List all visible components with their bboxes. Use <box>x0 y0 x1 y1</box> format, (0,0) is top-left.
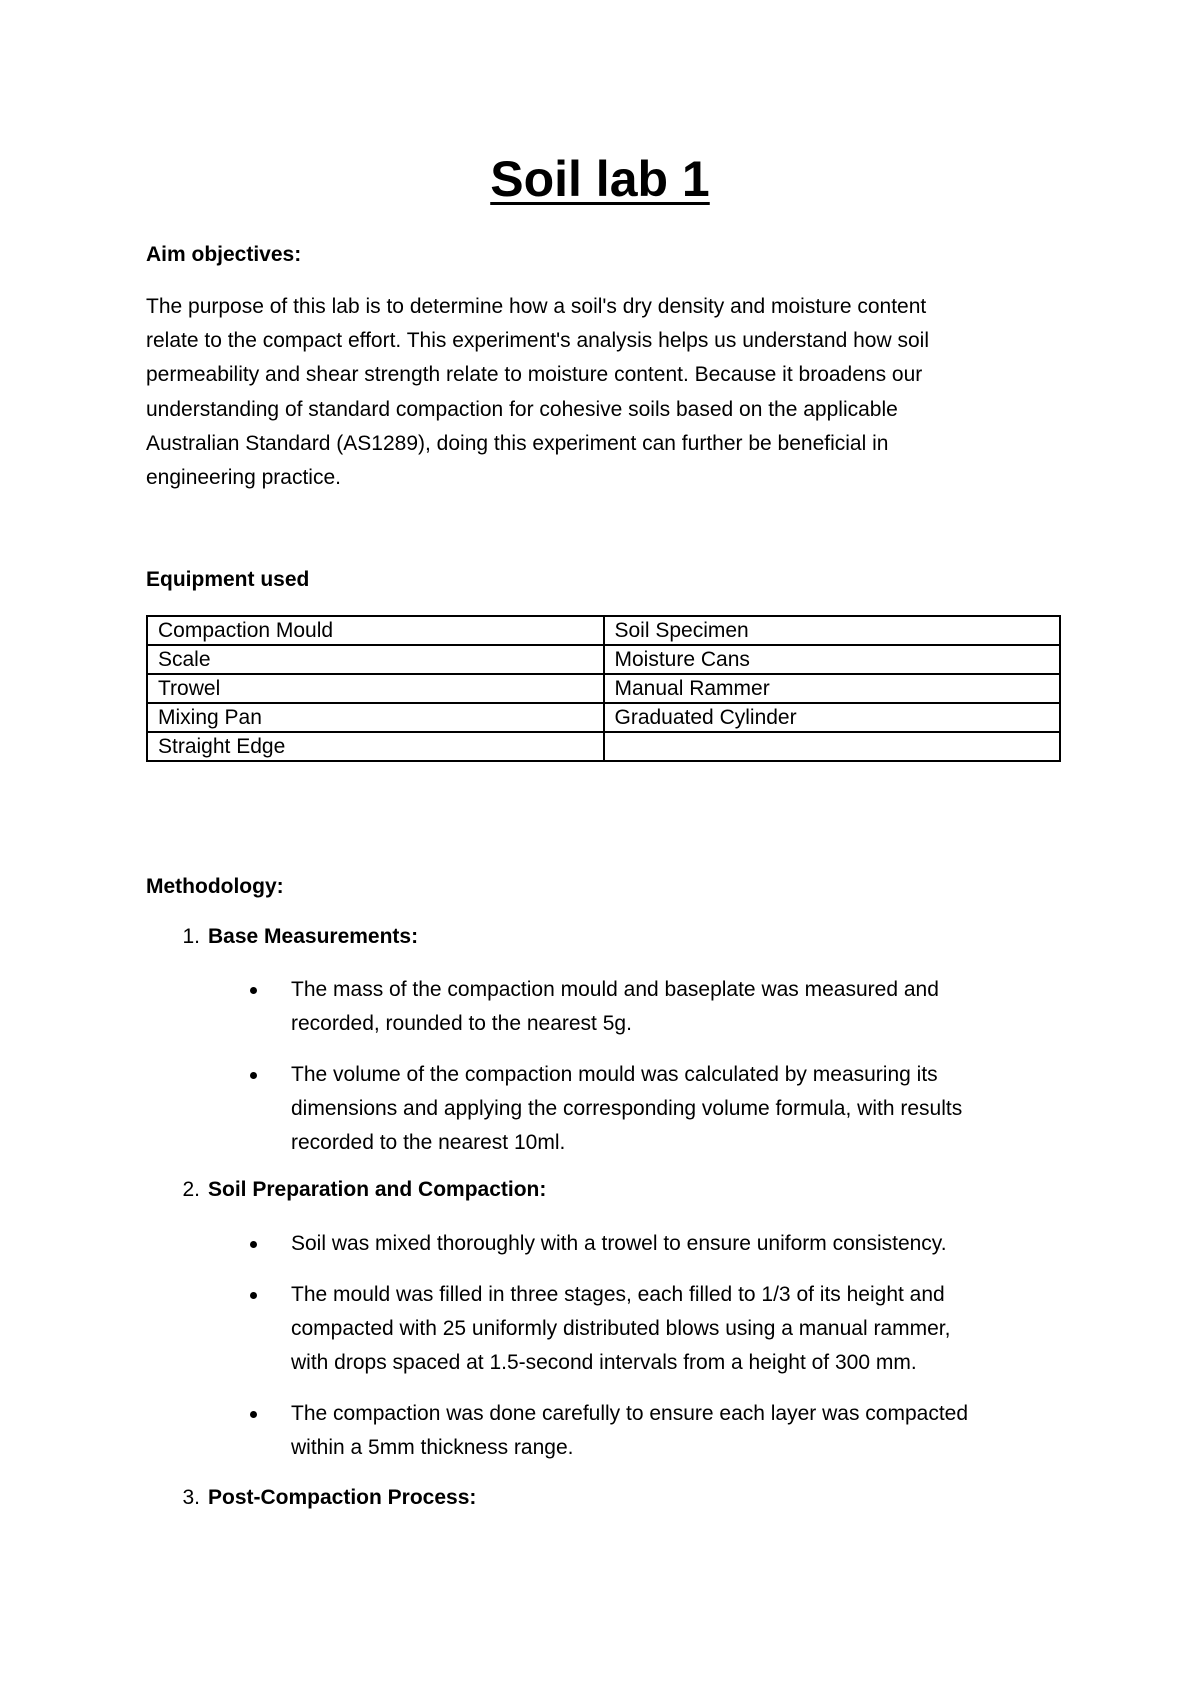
equipment-cell: Straight Edge <box>147 732 604 761</box>
equipment-cell: Compaction Mould <box>147 616 604 645</box>
equipment-cell: Trowel <box>147 674 604 703</box>
aim-line: relate to the compact effort. This experiment's analysis helps us understand how soil <box>146 329 929 353</box>
aim-line: engineering practice. <box>146 466 341 490</box>
step-label: Soil Preparation and Compaction: <box>208 1178 547 1201</box>
aim-line: understanding of standard compaction for cohesive soils based on the applicable <box>146 397 898 421</box>
bullet-line: The mould was filled in three stages, each filled to 1/3 of its height and <box>291 1283 945 1306</box>
bullet-line: Soil was mixed thoroughly with a trowel to ensure uniform consistency. <box>291 1232 947 1255</box>
bullet-line: The compaction was done carefully to ensure each layer was compacted <box>291 1402 969 1425</box>
table-row <box>147 645 1060 674</box>
bullet-line: dimensions and applying the corresponding volume formula, with results <box>291 1097 963 1120</box>
step-number: 2. <box>182 1178 200 1201</box>
table-row <box>147 616 1060 645</box>
equipment-cell: Moisture Cans <box>604 645 1061 674</box>
bullet-line: compacted with 25 uniformly distributed blows using a manual rammer, <box>291 1317 951 1340</box>
bullet-icon <box>250 987 257 994</box>
methodology-heading: Methodology: <box>146 875 284 898</box>
table-row <box>147 732 1060 761</box>
bullet-line: recorded, rounded to the nearest 5g. <box>291 1012 632 1035</box>
bullet-line: within a 5mm thickness range. <box>291 1436 574 1459</box>
aim-paragraph <box>146 290 1056 495</box>
step-number: 3. <box>182 1486 200 1509</box>
bullet-line: The mass of the compaction mould and baseplate was measured and <box>291 978 939 1001</box>
step-label: Base Measurements: <box>208 925 419 948</box>
bullet-line: with drops spaced at 1.5-second intervals from a height of 300 mm. <box>291 1351 917 1374</box>
equipment-cell <box>604 732 1061 761</box>
table-row <box>147 674 1060 703</box>
aim-line: permeability and shear strength relate to moisture content. Because it broadens our <box>146 363 923 387</box>
step-label: Post-Compaction Process: <box>208 1486 477 1509</box>
bullet-line: The volume of the compaction mould was calculated by measuring its <box>291 1063 938 1086</box>
equipment-cell: Scale <box>147 645 604 674</box>
step-number: 1. <box>182 925 200 948</box>
equipment-cell: Mixing Pan <box>147 703 604 732</box>
equipment-cell: Soil Specimen <box>604 616 1061 645</box>
bullet-icon <box>250 1411 257 1418</box>
aim-line: The purpose of this lab is to determine how a soil's dry density and moisture content <box>146 295 927 318</box>
table-row <box>147 703 1060 732</box>
page-title: Soil lab 1 <box>490 151 710 207</box>
equipment-cell: Graduated Cylinder <box>604 703 1061 732</box>
equipment-cell: Manual Rammer <box>604 674 1061 703</box>
bullet-icon <box>250 1292 257 1299</box>
equipment-heading: Equipment used <box>146 568 310 591</box>
bullet-icon <box>250 1072 257 1079</box>
aim-heading: Aim objectives: <box>146 243 302 266</box>
bullet-line: recorded to the nearest 10ml. <box>291 1131 566 1154</box>
bullet-icon <box>250 1241 257 1248</box>
aim-line: Australian Standard (AS1289), doing this experiment can further be beneficial in <box>146 431 889 455</box>
equipment-table <box>146 615 1061 762</box>
